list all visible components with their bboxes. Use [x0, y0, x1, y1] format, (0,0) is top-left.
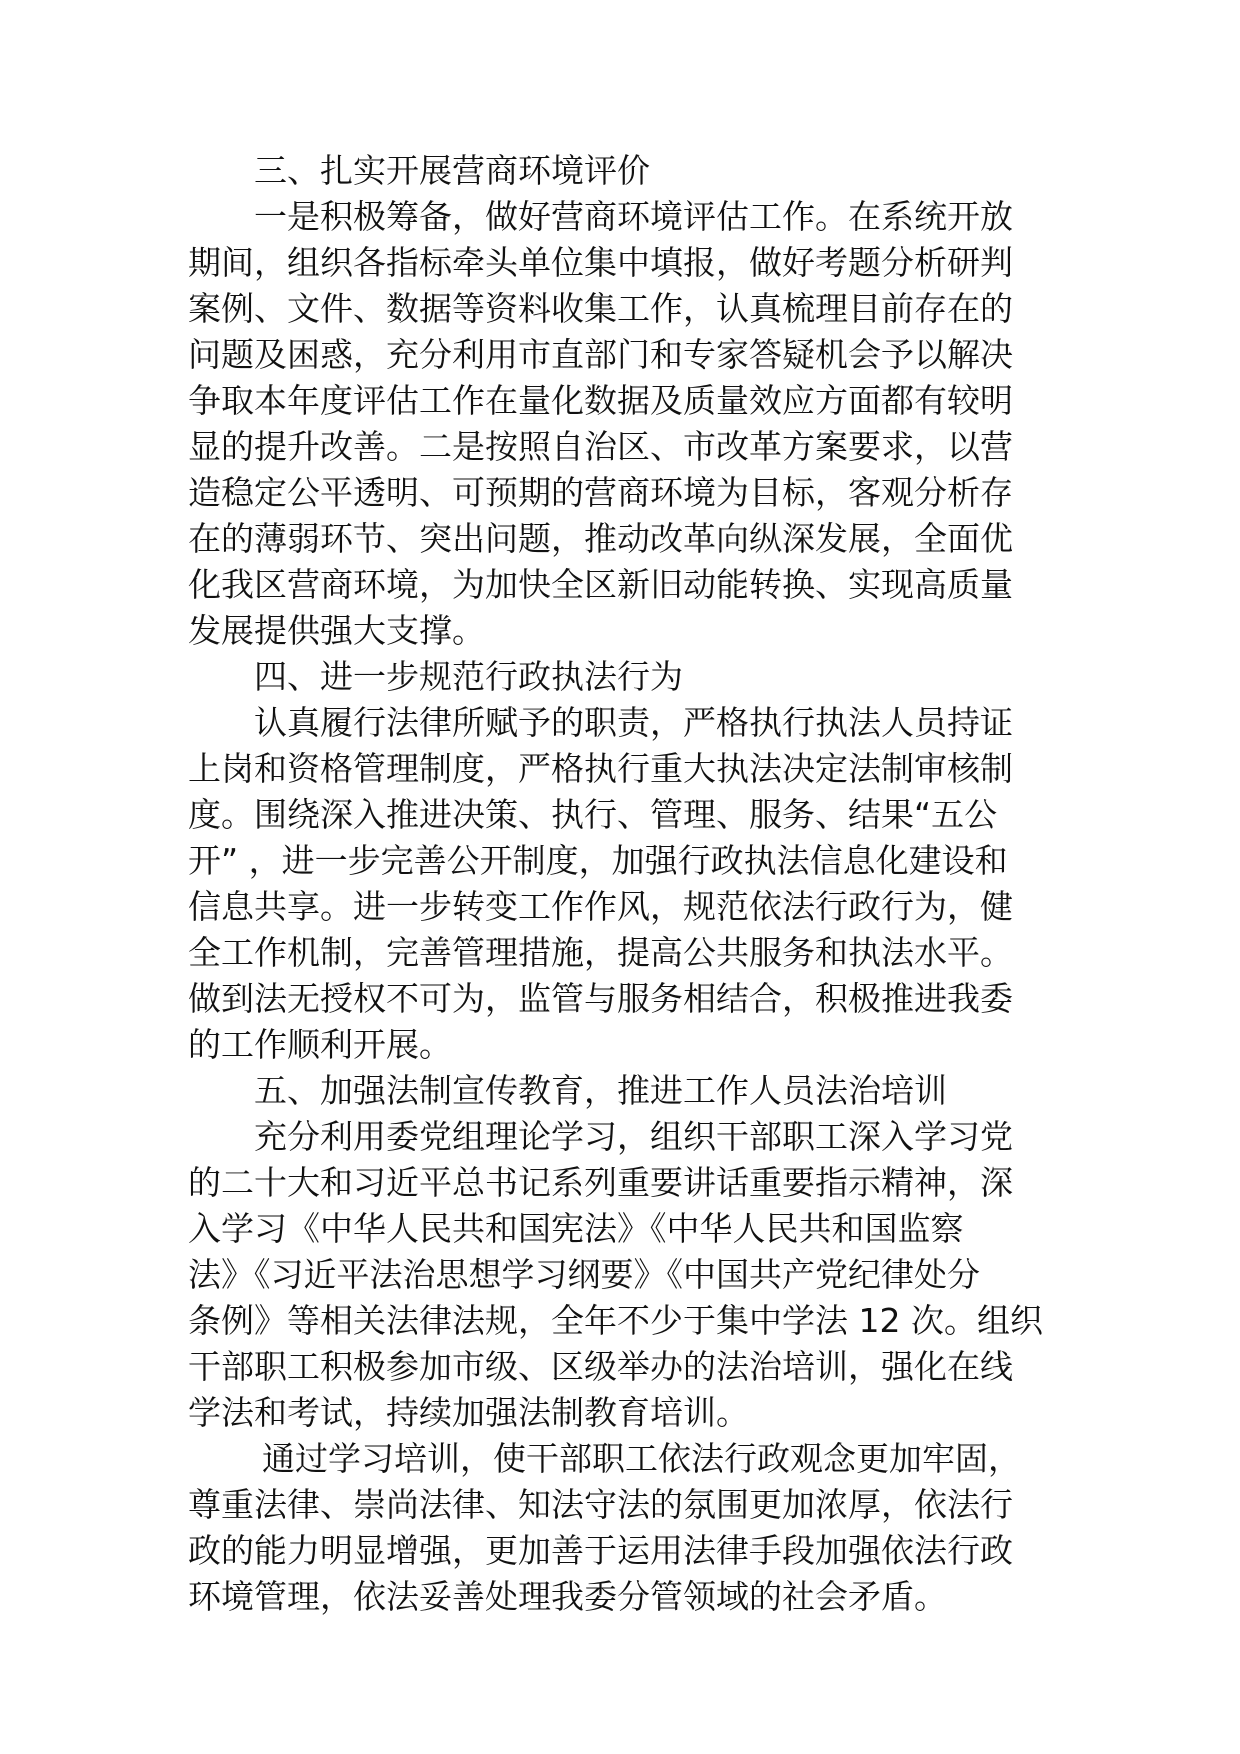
paragraph-line: 全工作机制，完善管理措施，提高公共服务和执法水平。: [188, 933, 1013, 972]
paragraph-line: 上岗和资格管理制度，严格执行重大执法决定法制审核制: [188, 749, 1013, 788]
paragraph-line: 争取本年度评估工作在量化数据及质量效应方面都有较明: [188, 381, 1013, 420]
paragraph-line: 的二十大和习近平总书记系列重要讲话重要指示精神，深: [188, 1163, 1013, 1202]
paragraph-line: 案例、文件、数据等资料收集工作，认真梳理目前存在的: [188, 289, 1013, 328]
paragraph-line: 通过学习培训，使干部职工依法行政观念更加牢固，: [262, 1439, 1021, 1478]
paragraph-line: 条例》等相关法律法规，全年不少于集中学法 12 次。组织: [188, 1301, 1043, 1340]
paragraph-line: 做到法无授权不可为，监管与服务相结合，积极推进我委: [188, 979, 1013, 1018]
paragraph-line: 问题及困惑，充分利用市直部门和专家答疑机会予以解决: [188, 335, 1013, 374]
paragraph-line: 政的能力明显增强，更加善于运用法律手段加强依法行政: [188, 1531, 1013, 1570]
paragraph-line: 度。围绕深入推进决策、执行、管理、服务、结果“五公: [188, 795, 998, 834]
paragraph-line: 学法和考试，持续加强法制教育培训。: [188, 1393, 749, 1432]
paragraph-line: 尊重法律、崇尚法律、知法守法的氛围更加浓厚，依法行: [188, 1485, 1013, 1524]
paragraph-line: 信息共享。进一步转变工作作风，规范依法行政行为，健: [188, 887, 1013, 926]
section-heading-3: 三、扎实开展营商环境评价: [254, 151, 650, 190]
paragraph-line: 认真履行法律所赋予的职责，严格执行执法人员持证: [254, 703, 1013, 742]
document-page: [188, 148, 1058, 1620]
paragraph-line: 发展提供强大支撑。: [188, 611, 485, 650]
paragraph-line: 一是积极筹备，做好营商环境评估工作。在系统开放: [254, 197, 1013, 236]
paragraph-line: 造稳定公平透明、可预期的营商环境为目标，客观分析存: [188, 473, 1013, 512]
section-heading-4: 四、进一步规范行政执法行为: [254, 657, 683, 696]
paragraph-line: 期间，组织各指标牵头单位集中填报，做好考题分析研判: [188, 243, 1013, 282]
paragraph-line: 显的提升改善。二是按照自治区、市改革方案要求，以营: [188, 427, 1013, 466]
section-heading-5: 五、加强法制宣传教育，推进工作人员法治培训: [254, 1071, 947, 1110]
paragraph-line: 入学习《中华人民共和国宪法》《中华人民共和国监察: [188, 1209, 964, 1248]
paragraph-line: 开” ，进一步完善公开制度，加强行政执法信息化建设和: [188, 841, 1008, 880]
paragraph-line: 充分利用委党组理论学习，组织干部职工深入学习党: [254, 1117, 1013, 1156]
paragraph-line: 干部职工积极参加市级、区级举办的法治培训，强化在线: [188, 1347, 1013, 1386]
paragraph-line: 的工作顺利开展。: [188, 1025, 452, 1064]
paragraph-line: 在的薄弱环节、突出问题，推动改革向纵深发展，全面优: [188, 519, 1013, 558]
paragraph-line: 法》《习近平法治思想学习纲要》《中国共产党纪律处分: [188, 1255, 980, 1294]
paragraph-line: 环境管理，依法妥善处理我委分管领域的社会矛盾。: [188, 1577, 947, 1616]
paragraph-line: 化我区营商环境，为加快全区新旧动能转换、实现高质量: [188, 565, 1013, 604]
